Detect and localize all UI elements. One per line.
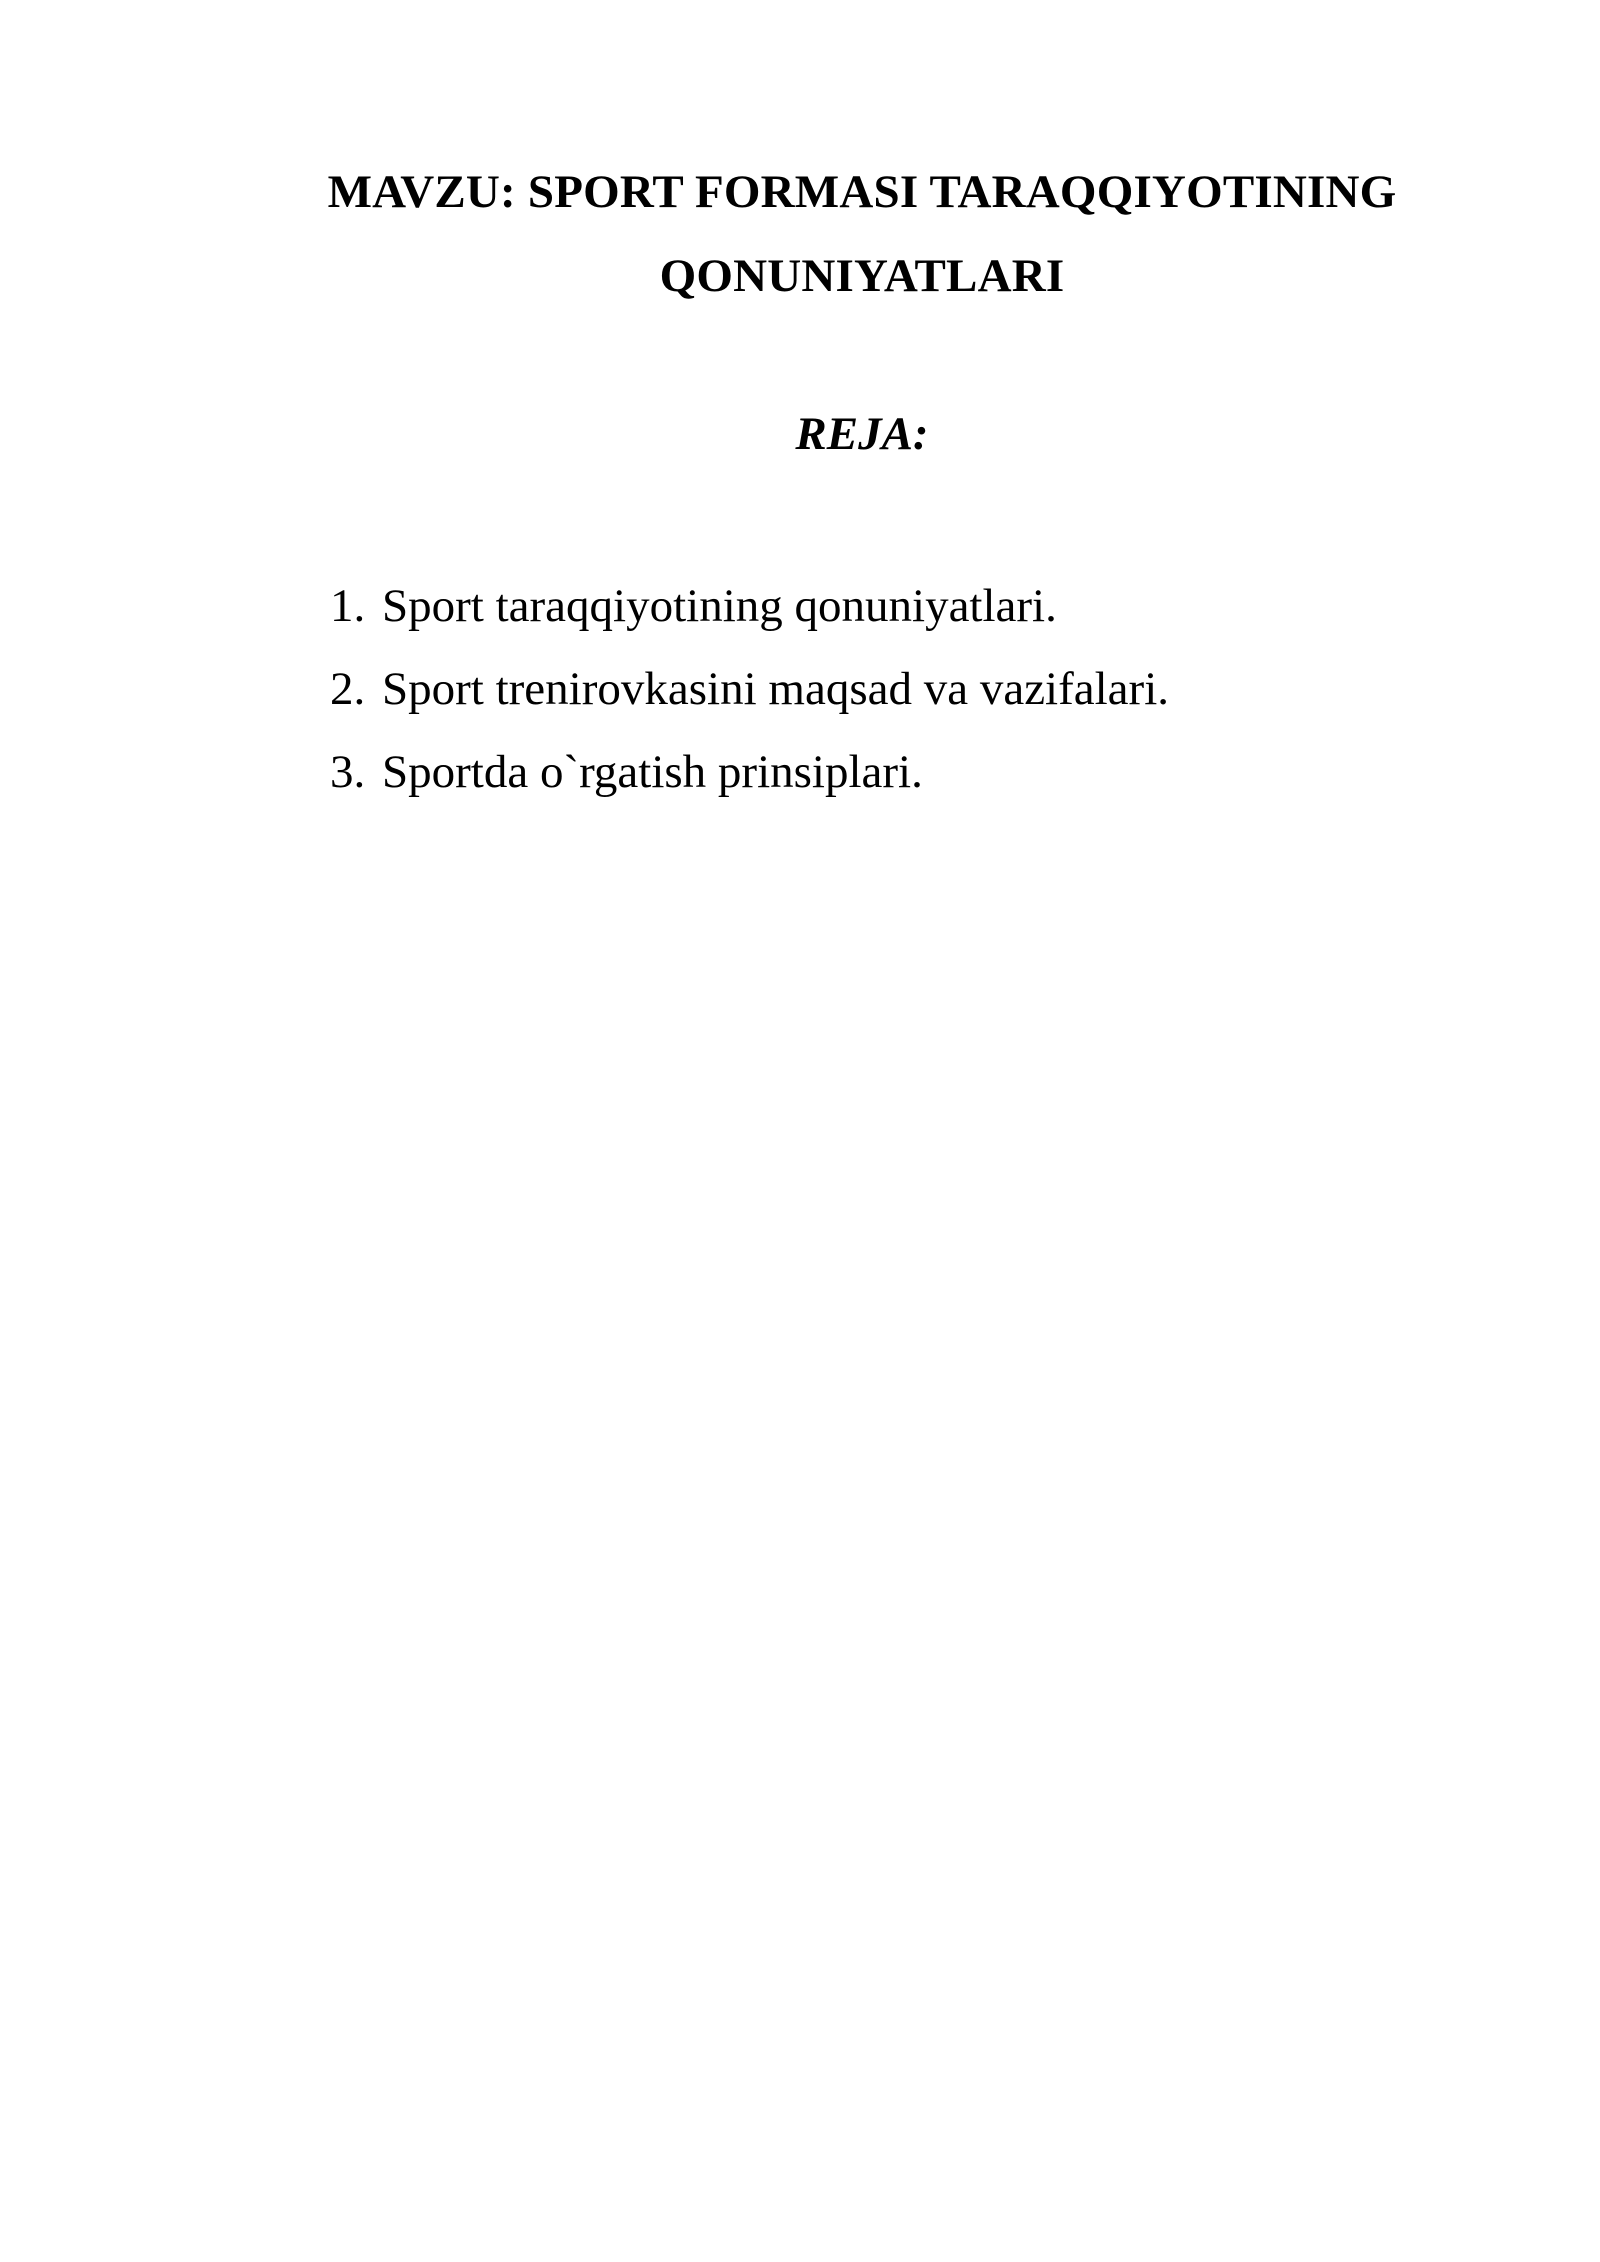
plan-list [330,565,1169,814]
title-line-1: MAVZU: SPORT FORMASI TARAQQIYOTINING [327,166,1397,218]
plan-item-number: 3. [330,746,366,798]
plan-heading: REJA: [795,408,929,460]
plan-item-number: 1. [330,580,366,632]
plan-item-text: Sport taraqqiyotining qonuniyatlari. [382,580,1057,632]
plan-item [330,565,1169,648]
plan-item [330,648,1169,731]
plan-item-number: 2. [330,663,366,715]
plan-item [330,731,1169,814]
plan-item-text: Sport trenirovkasini maqsad va vazifalari. [382,663,1169,715]
title-line-2: QONUNIYATLARI [659,250,1065,302]
plan-item-text: Sportda o`rgatish prinsiplari. [382,746,923,798]
document-title [300,150,1424,318]
